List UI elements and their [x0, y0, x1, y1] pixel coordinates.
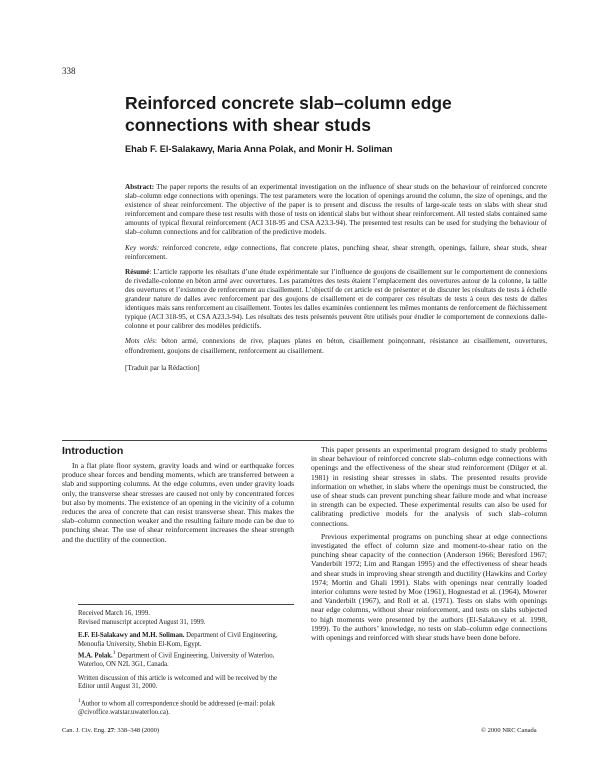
correspondence-footnote-mark: 1 [78, 698, 81, 705]
journal-citation [62, 727, 159, 734]
mots-cles-text: : béton armé, connexions de rive, plaques plates en béton, cisaillement poinçonnant, résistance au cisaillement, ouvertures, effondrement, goujons de cisaillement, renforcement au cisaillement. [125, 337, 548, 355]
discussion-note: Written discussion of this article is welcomed and will be received by the Editor until August 31, 2000. [78, 674, 278, 691]
affiliation-2-names: M.A. Polak. [78, 652, 113, 660]
mots-cles-label: Mots clés [125, 337, 155, 346]
translation-note: [Traduit par la Rédaction] [125, 363, 200, 372]
paper-title: Reinforced concrete slab–column edge connections with shear studs [125, 93, 452, 135]
introduction-heading: Introduction [62, 445, 124, 457]
keywords-text: reinforced concrete, edge connections, flat concrete plates, punching shear, shear strength, openings, failure, shear studs, shear reinforcement. [125, 243, 547, 261]
abstract-label: Abstract: [125, 183, 155, 191]
affiliation-2-text: Department of Civil Engineering, University of Waterloo, Waterloo, ON N2L 3G1, Canada. [78, 652, 275, 669]
page-number: 338 [62, 66, 76, 76]
affiliation-1-text: Department of Civil Engineering, Menoufia University, Shebin El-Kom, Egypt. [78, 632, 278, 648]
left-column [62, 445, 294, 548]
abstract-block [125, 183, 547, 379]
correspondence-text: Author to whom all correspondence should be addressed (e-mail: polak @civoffice.watstar.uwaterloo.ca). [78, 700, 276, 716]
abstract-paragraph [125, 183, 547, 238]
resume-paragraph [125, 268, 547, 332]
right-column [311, 445, 547, 646]
resume-text: : L’article rapporte les résultats d’une étude expérimentale sur l’influence de goujons de cisaillement sur le comportement de connexions de rivedalle-colonne en béton armé avec ouvertures. Les paramètres des tests étaient l’emplacement des ouvertures autour de la colonne, la taille des ouvertures et l’existence de renforcement au cisaillement. L’objectif de cet article est de présenter et de discuter les résultats de tests à échelle grandeur nature de dalles avec renforcement par des goujons de cisaillement et de comparer ces résultats de tests à ceux des tests de dalles identiques mais sans renforcement au cisaillement. Toutes les dalles examinées contiennent les mêmes montants de renforcement de fléchissement typique (ACI 318-95, et CSA A23.3-94). Les résultats des tests présentés peuvent être utilisés pour étudier le comportement de connexions dalle-colonne et pour calibrer des modèles prédictifs. [125, 267, 547, 331]
abstract-text: The paper reports the results of an experimental investigation on the influence of shear studs on the behaviour of reinforced concrete slab–column edge connections with openings. The test parameters were the location of openings around the column, the size of openings, and the existence of shear reinforcement. The objective of the paper is to present and discuss the results of large-scale tests on slabs with shear stud reinforcement and compare these test results with those of tests on identical slabs but without shear reinforcement. All tested slabs contained same amounts of typical flexural reinforcement (ACI 318-95 and CSA A23.3-94). The presented test results can be used for studying the behaviour of slab–column connections and for calibration of the predictive models. [125, 183, 548, 237]
journal-name: Can. J. Civ. Eng. [62, 727, 106, 734]
copyright-notice: © 2000 NRC Canada [481, 727, 537, 734]
intro-paragraph-3: Previous experimental programs on punching shear at edge connections investigated the effect of column size and moment-to-shear ratio on the punching shear capacity of the connection (Anderson 1966; Beresford 1967; Vanderbilt 1972; Lim and Rangan 1995) and the effectiveness of shear heads and shear studs in improving shear strength and ductility (Hawkins and Corley 1974; Mortin and Ghali 1991). Slabs with openings near centrally loaded interior columns were tested by Moe (1961), Hognestad et al. (1964), Mowrer and Vanderbilt (1967), and Roll et al. (1971). Tests on slabs with openings near edge columns, without shear reinforcement, and tests on slabs subjected to high moments were presented by the authors (El-Salakawy et al. 1998, 1999). To the authors’ knowledge, no tests on slab–column edge connections with openings and reinforced with shear studs have been done before. [311, 531, 547, 643]
affiliations [78, 632, 294, 670]
correspondence-note [78, 697, 294, 717]
received-dates [78, 610, 294, 627]
revised-date: Revised manuscript accepted August 31, 1999. [78, 618, 206, 626]
author-list: Ehab F. El-Salakawy, Maria Anna Polak, and Monir H. Soliman [125, 144, 393, 154]
affiliation-1-names: E.F. El-Salakawy and M.H. Soliman. [78, 632, 185, 640]
journal-volume: 27 [107, 727, 114, 734]
resume-label: Résumé [125, 267, 150, 276]
keywords-label: Key words: [125, 243, 160, 252]
intro-paragraph-1: In a flat plate floor system, gravity loads and wind or earthquake forces produce shear forces and bending moments, which are transferred between a slab and supporting columns. At the edge columns, even under gravity loads only, the transverse shear stresses are caused not only by concentrated forces but also by moments. The existence of an opening in the vicinity of a column reduces the area of concrete that can resist transverse shear. This makes the slab–column connection weaker and the resulting failure mode can be due to punching shear. The use of shear reinforcement increases the shear strength and the ductility of the connection. [62, 461, 294, 544]
keywords-paragraph [125, 244, 547, 262]
article-notes [78, 604, 294, 722]
section-divider [62, 440, 547, 441]
intro-paragraph-2: This paper presents an experimental program designed to study problems in shear behaviour of reinforced concrete slab–column edge connections with openings and the effectiveness of the shear stud reinforcement (Dilger et al. 1981) in resisting shear stresses in slabs. The presented results provide information on whether, in slabs where the openings must be constructed, the use of shear studs can prevent punching shear failure mode and what increase in strength can be expected. These experimental results can also be used for calibrating predictive models for the analysis of such slab–column connections. [311, 445, 547, 528]
mots-cles-paragraph [125, 337, 547, 355]
affiliation-2-footnote-mark: 1 [112, 650, 116, 657]
received-date: Received March 16, 1999. [78, 610, 150, 617]
journal-pages: : 338–348 (2000) [113, 727, 160, 734]
